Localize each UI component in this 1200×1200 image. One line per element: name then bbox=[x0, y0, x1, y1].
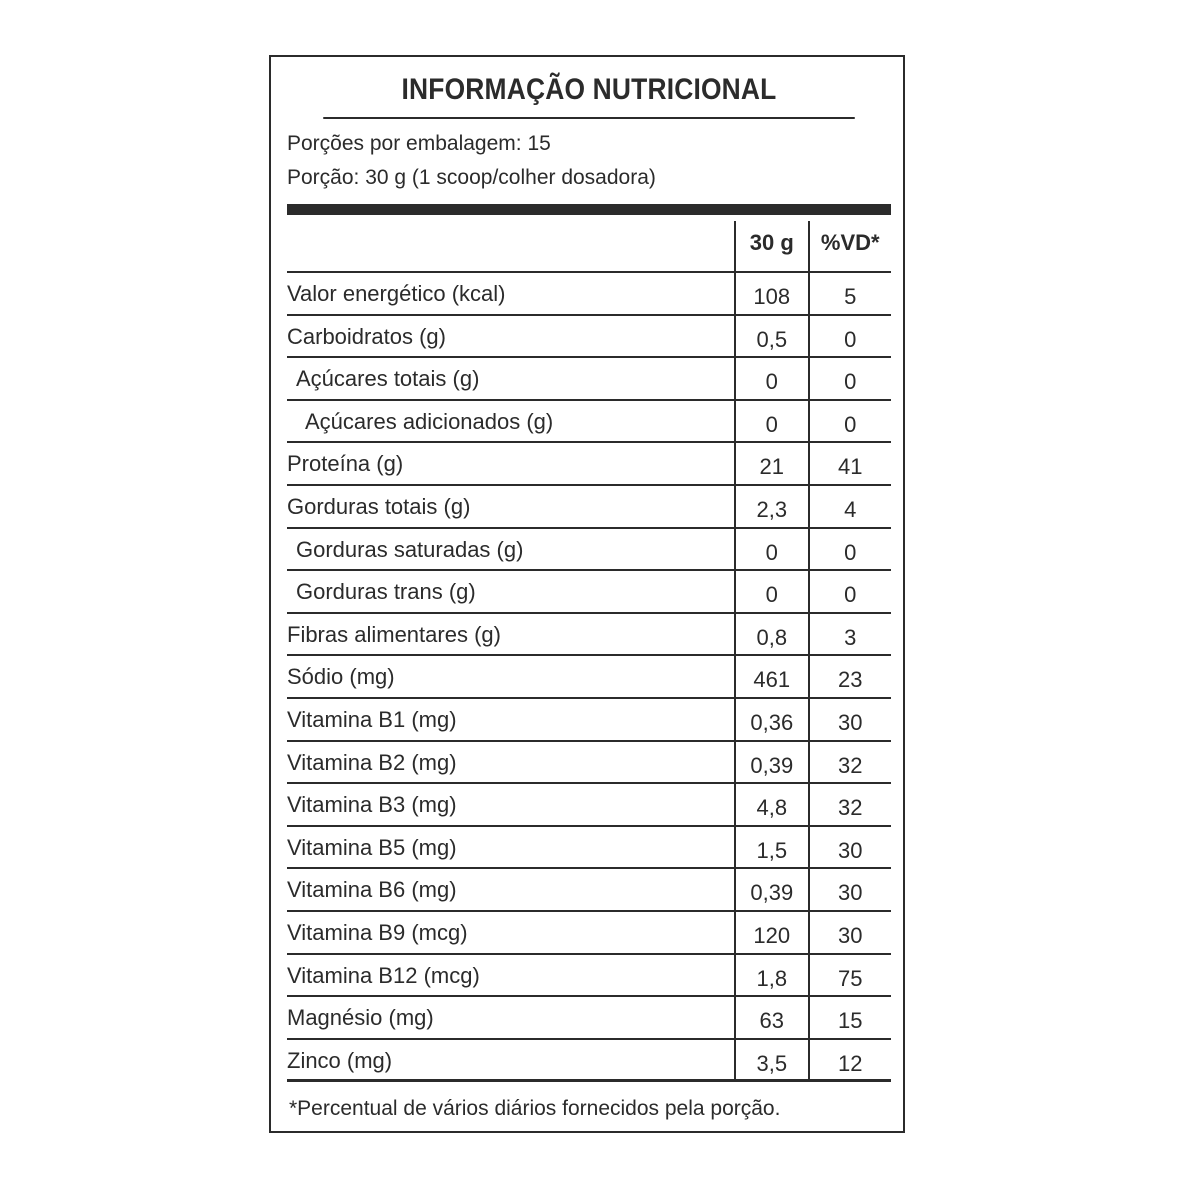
nutrient-amount: 0,5 bbox=[734, 316, 808, 357]
nutrient-dv: 41 bbox=[808, 443, 891, 484]
nutrient-dv: 30 bbox=[808, 827, 891, 868]
nutrient-label: Zinco (mg) bbox=[287, 1047, 393, 1073]
nutrient-amount: 21 bbox=[734, 443, 808, 484]
nutrient-dv: 3 bbox=[808, 614, 891, 655]
table-row bbox=[287, 529, 891, 572]
column-header-amount: 30 g bbox=[734, 221, 808, 271]
nutrient-dv: 30 bbox=[808, 699, 891, 740]
nutrient-amount: 0 bbox=[734, 401, 808, 442]
servings-per-package: Porções por embalagem: 15 bbox=[287, 132, 551, 155]
nutrient-dv: 32 bbox=[808, 784, 891, 825]
nutrient-dv: 4 bbox=[808, 486, 891, 527]
table-row bbox=[287, 955, 891, 998]
nutrient-label: Sódio (mg) bbox=[287, 664, 395, 690]
nutrition-title: INFORMAÇÃO NUTRICIONAL bbox=[323, 57, 855, 119]
table-row bbox=[287, 827, 891, 870]
nutrient-label: Vitamina B2 (mg) bbox=[287, 749, 457, 775]
nutrient-table-body bbox=[287, 273, 891, 1082]
nutrient-amount: 0,39 bbox=[734, 869, 808, 910]
serving-info bbox=[287, 119, 891, 195]
nutrient-dv: 0 bbox=[808, 316, 891, 357]
nutrient-dv: 0 bbox=[808, 401, 891, 442]
table-row bbox=[287, 316, 891, 359]
table-row bbox=[287, 401, 891, 444]
nutrient-label: Carboidratos (g) bbox=[287, 323, 446, 349]
table-row bbox=[287, 486, 891, 529]
nutrient-dv: 75 bbox=[808, 955, 891, 996]
nutrient-amount: 63 bbox=[734, 997, 808, 1038]
nutrient-dv: 32 bbox=[808, 742, 891, 783]
table-row bbox=[287, 443, 891, 486]
nutrition-facts-content bbox=[287, 57, 891, 1136]
table-row bbox=[287, 656, 891, 699]
nutrient-label: Açúcares adicionados (g) bbox=[305, 408, 554, 434]
nutrient-dv: 0 bbox=[808, 358, 891, 399]
nutrient-dv: 0 bbox=[808, 529, 891, 570]
nutrient-label: Vitamina B3 (mg) bbox=[287, 792, 457, 818]
table-row bbox=[287, 699, 891, 742]
nutrient-amount: 461 bbox=[734, 656, 808, 697]
nutrient-dv: 0 bbox=[808, 571, 891, 612]
table-row bbox=[287, 273, 891, 316]
table-row bbox=[287, 742, 891, 785]
nutrient-dv: 15 bbox=[808, 997, 891, 1038]
nutrient-dv: 30 bbox=[808, 912, 891, 953]
nutrient-label: Vitamina B9 (mcg) bbox=[287, 919, 468, 945]
thick-divider bbox=[287, 204, 891, 215]
nutrient-amount: 0,39 bbox=[734, 742, 808, 783]
nutrient-amount: 108 bbox=[734, 273, 808, 314]
nutrient-amount: 0 bbox=[734, 529, 808, 570]
table-row bbox=[287, 358, 891, 401]
nutrient-label: Magnésio (mg) bbox=[287, 1005, 434, 1031]
nutrient-dv: 5 bbox=[808, 273, 891, 314]
nutrient-label: Valor energético (kcal) bbox=[287, 281, 506, 306]
nutrient-label: Açúcares totais (g) bbox=[296, 366, 480, 392]
nutrition-facts-panel bbox=[269, 55, 905, 1133]
nutrient-label: Gorduras trans (g) bbox=[296, 579, 476, 605]
nutrient-label: Vitamina B5 (mg) bbox=[287, 834, 457, 860]
table-row bbox=[287, 912, 891, 955]
table-row bbox=[287, 784, 891, 827]
nutrient-amount: 2,3 bbox=[734, 486, 808, 527]
nutrient-amount: 120 bbox=[734, 912, 808, 953]
nutrient-dv: 23 bbox=[808, 656, 891, 697]
column-header-dv: %VD* bbox=[808, 221, 891, 271]
nutrient-amount: 0,8 bbox=[734, 614, 808, 655]
nutrient-amount: 3,5 bbox=[734, 1040, 808, 1080]
serving-size: Porção: 30 g (1 scoop/colher dosadora) bbox=[287, 166, 656, 189]
nutrient-dv: 12 bbox=[808, 1040, 891, 1080]
table-row bbox=[287, 571, 891, 614]
nutrient-amount: 1,5 bbox=[734, 827, 808, 868]
nutrient-amount: 1,8 bbox=[734, 955, 808, 996]
nutrient-label: Gorduras saturadas (g) bbox=[296, 536, 524, 562]
nutrient-label: Vitamina B12 (mcg) bbox=[287, 962, 480, 988]
nutrient-label: Fibras alimentares (g) bbox=[287, 621, 501, 647]
nutrient-amount: 0,36 bbox=[734, 699, 808, 740]
nutrient-label: Vitamina B6 (mg) bbox=[287, 877, 457, 903]
table-row bbox=[287, 1040, 891, 1083]
table-row bbox=[287, 997, 891, 1040]
footnote: *Percentual de vários diários fornecidos pela porção. bbox=[289, 1097, 781, 1121]
nutrient-label: Vitamina B1 (mg) bbox=[287, 706, 457, 732]
nutrient-amount: 0 bbox=[734, 358, 808, 399]
table-row bbox=[287, 869, 891, 912]
header-label-spacer bbox=[287, 215, 734, 271]
nutrient-dv: 30 bbox=[808, 869, 891, 910]
table-row bbox=[287, 614, 891, 657]
table-header bbox=[287, 215, 891, 273]
nutrient-amount: 4,8 bbox=[734, 784, 808, 825]
nutrient-amount: 0 bbox=[734, 571, 808, 612]
nutrient-label: Proteína (g) bbox=[287, 451, 404, 477]
nutrient-label: Gorduras totais (g) bbox=[287, 493, 471, 519]
